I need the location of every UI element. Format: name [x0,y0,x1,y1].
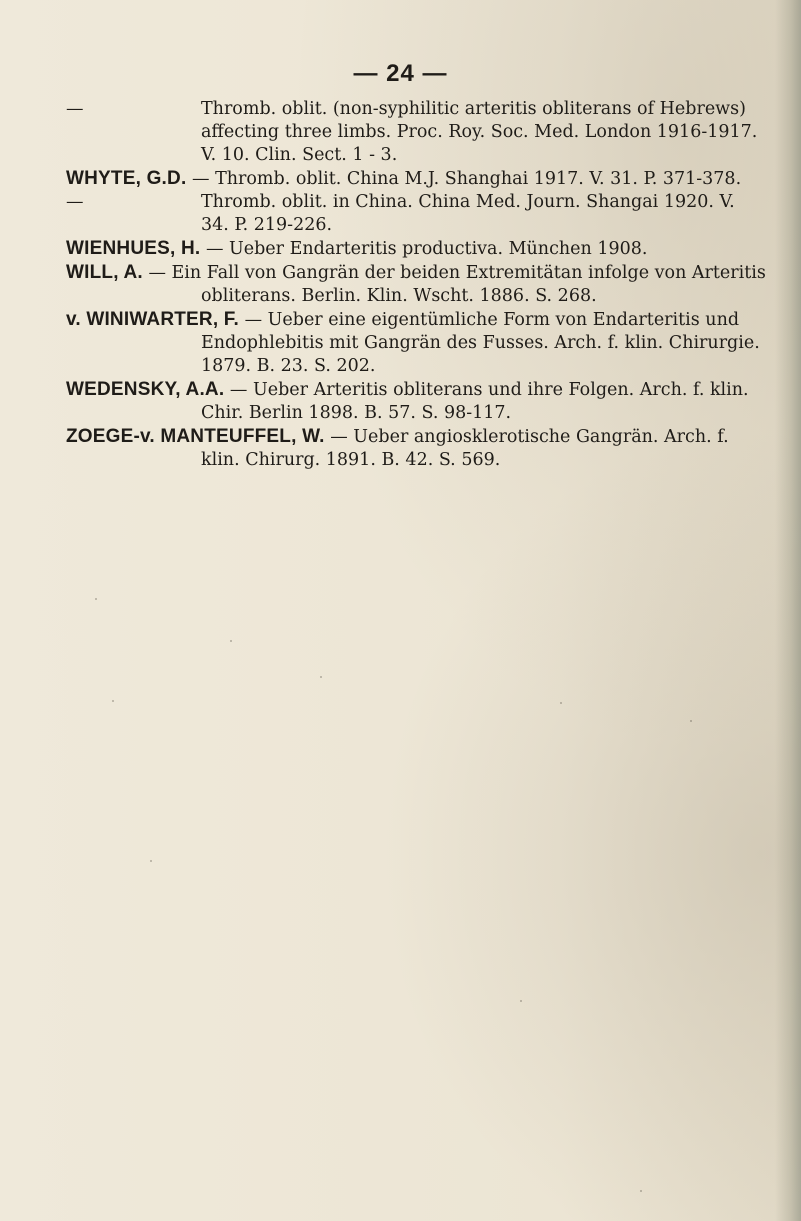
reference-entry [66,237,766,261]
reference-entry [66,191,766,237]
reference-entry [66,167,766,191]
reference-text: — Thromb. oblit. China M.J. Shanghai 1917. V. 31. P. 371-378. [192,169,742,189]
reference-entry [66,261,766,308]
paper-speck [560,702,562,704]
reference-entry [66,98,766,167]
paper-speck [690,720,692,722]
reference-author: ZOEGE-v. MANTEUFFEL, W. [66,426,325,447]
reference-author-dash: — [66,99,84,119]
reference-text: Thromb. oblit. (non-syphilitic arteritis obliterans of Hebrews) affecting three limbs. Proc. Roy. Soc. Med. London 1916-1917. V. 10. Clin. Sect. 1 - 3. [201,99,758,165]
reference-entry [66,378,766,425]
reference-text: — Ueber Endarteritis productiva. München 1908. [205,239,648,259]
reference-text: — Ueber Arteritis obliterans und ihre Folgen. Arch. f. klin. Chir. Berlin 1898. B. 57. S. 98-117. [201,380,749,423]
page-edge-shadow [775,0,801,1221]
reference-text: Thromb. oblit. in China. China Med. Journ. Shangai 1920. V. 34. P. 219-226. [201,192,735,235]
paper-speck [230,640,232,642]
reference-entry [66,308,766,378]
page-number: — 24 — [353,60,448,87]
reference-text: — Ein Fall von Gangrän der beiden Extremitätan infolge von Arteritis obliterans. Berlin. Klin. Wscht. 1886. S. 268. [148,263,766,306]
reference-author: WIENHUES, H. [66,238,201,259]
reference-entry [66,425,766,472]
reference-author: WILL, A. [66,262,143,283]
reference-text: — Ueber angiosklerotische Gangrän. Arch. f. klin. Chirurg. 1891. B. 42. S. 569. [201,427,729,470]
paper-speck [112,700,114,702]
reference-author-dash: — [66,192,84,212]
reference-author: WEDENSKY, A.A. [66,379,225,400]
paper-speck [150,860,152,862]
paper-speck [640,1190,642,1192]
reference-text: — Ueber eine eigentümliche Form von Endarteritis und Endophlebitis mit Gangrän des Fusses. Arch. f. klin. Chirurgie. 1879. B. 23. S. 202. [201,310,760,376]
paper-speck [320,676,322,678]
reference-author: WHYTE, G.D. [66,168,187,189]
paper-speck [520,1000,522,1002]
paper-speck [95,598,97,600]
reference-list [66,98,766,472]
reference-author: v. WINIWARTER, F. [66,309,239,330]
